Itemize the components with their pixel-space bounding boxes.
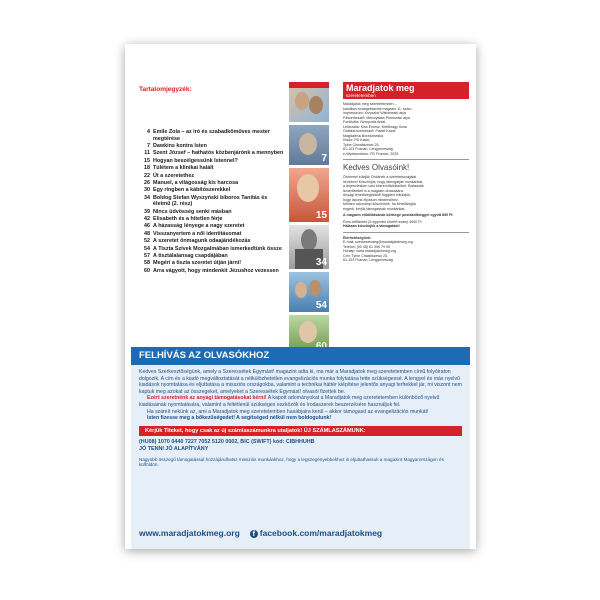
- price-note: A magazin előállításának költsége postaköltséggel együtt 850 Ft.: [343, 213, 454, 217]
- contact-title: Elérhetőségünk:: [343, 235, 372, 240]
- facebook-link-text: facebook.com/maradjatokmeg: [259, 528, 383, 538]
- imprint-line: Magdalena Borzdzewska: [343, 133, 384, 138]
- toc-entry-title: Túlétem a klinikai halált: [153, 165, 214, 172]
- toc-entry[interactable]: [137, 165, 285, 172]
- toc-page-number: 57: [144, 253, 150, 260]
- greeting-line: hogy lapunk eljusson mindenkihez.: [343, 197, 399, 202]
- imprint-line: Lektorálta: Kiss Ernesz, Kettőnagy Ilona: [343, 124, 407, 129]
- contact-line: 61-103 Poznań, Lengyelország: [343, 258, 393, 262]
- imprint-line: Impresszum: Krzysztof Wiśniewski atya: [343, 111, 406, 115]
- logo-title: Maradjatok meg: [346, 83, 415, 93]
- facebook-link[interactable]: [250, 528, 382, 538]
- toc-entry[interactable]: [137, 260, 285, 267]
- toc-page-number: 58: [144, 260, 150, 267]
- photo-page-34: [289, 225, 329, 269]
- toc-page-number: 42: [144, 216, 150, 223]
- toc-entry-title: A tisztálalansag csapdájában: [153, 253, 228, 260]
- divider: [343, 159, 469, 160]
- thanks-note: Hálásan köszönjük a támogatást!: [343, 224, 400, 228]
- toc-page-number: 22: [144, 172, 150, 179]
- toc-page-number: 34: [144, 194, 150, 201]
- toc-entry-title: A házasság lényege a nagy szeretet: [153, 223, 245, 230]
- toc-page-number: 26: [144, 179, 150, 186]
- toc-entry[interactable]: [137, 195, 285, 208]
- table-of-contents: [137, 129, 285, 275]
- greeting-line: ismerőseiket is a magazin olvasására.: [343, 188, 404, 193]
- toc-entry[interactable]: [137, 231, 285, 238]
- imprint-line: Kiadó: PD Kiadó,: [343, 138, 371, 142]
- greeting-line: Örömmel küldjük Önöknek a szeretetszolgálat: [343, 175, 417, 179]
- photo-page-number: 54: [315, 300, 327, 311]
- greeting-line: nevében! Köszönjük, hogy támogatják munkánkat,: [343, 179, 424, 184]
- appeal-blessing: Isten fizesse meg a bőkezűségedet! A segítséged nélkül nem boldogulunk!: [147, 415, 332, 422]
- contact-block: [343, 240, 469, 263]
- magazine-page: [125, 44, 476, 549]
- greeting-line: engedi, kérjük támogassák munkánkat.: [343, 206, 406, 211]
- appeal-paragraph-2: [139, 395, 462, 408]
- contact-line: Telefon: (00 48) 61 306 79 90: [343, 244, 390, 249]
- cover-thumbnail: [289, 82, 329, 122]
- reader-appeal-banner: [131, 347, 470, 549]
- photo-page-number: 15: [315, 210, 327, 221]
- toc-entry[interactable]: [137, 187, 285, 194]
- banner-heading: FELHÍVÁS AZ OLVASÓKHOZ: [131, 347, 470, 365]
- toc-entry-title: Hogyan beszélgessünk Istennel?: [153, 157, 238, 164]
- imprint-line: Maradjatok meg szeretetemben –: [343, 102, 397, 106]
- footer-links: [139, 528, 382, 538]
- toc-entry[interactable]: [137, 129, 285, 142]
- imprint-lines: [343, 102, 469, 156]
- imprint-line: Főszerkesztő: Mieczysław Piotrowski atya: [343, 115, 410, 120]
- facebook-icon: f: [250, 530, 258, 538]
- imprint-column: [343, 82, 469, 263]
- toc-entry[interactable]: [137, 216, 285, 223]
- toc-entry-title: A Tiszta Szívek Mozgalmában ismerkedtünk össze: [153, 245, 282, 252]
- toc-entry[interactable]: [137, 180, 285, 187]
- toc-entry-title: Elisabeth és a hitetlen férje: [153, 216, 223, 223]
- toc-page-number: 11: [144, 150, 150, 157]
- toc-entry[interactable]: [137, 223, 285, 230]
- toc-page-number: 15: [144, 157, 150, 164]
- toc-entry-title: Emile Zola – az író és szabadkőműves mester megtérése: [153, 129, 270, 142]
- toc-entry[interactable]: [137, 150, 285, 157]
- toc-page-number: 48: [144, 230, 150, 237]
- greeting-body: [343, 175, 469, 211]
- toc-page-number: 4: [147, 129, 150, 135]
- toc-page-number: 52: [144, 238, 150, 245]
- toc-entry-title: Szent József – hathatós közbenjárónk a mennyben: [153, 150, 284, 157]
- banner-body: [131, 365, 470, 472]
- toc-entry-title: Dawkins kontra Isten: [153, 142, 207, 149]
- contact-line: Cím: Tylne Chwaliszewo 25,: [343, 253, 389, 258]
- appeal-request: Ezért szeretnénk az anyagi támogatásokat kérni!: [147, 395, 267, 402]
- account-holder-name: JÓ TENNI JÓ ALAPÍTVÁNY: [139, 445, 209, 452]
- imprint-line: Grafikai szerkesztő: Paweł Kozar: [343, 129, 396, 133]
- toc-page-number: 60: [144, 267, 150, 274]
- toc-entry-title: Boldog Stefan Wyszyński bíboros Tanítás és életmű (2. rész): [153, 194, 268, 208]
- thumbnail-column: [289, 82, 329, 356]
- toc-page-number: 39: [144, 208, 150, 215]
- new-account-callout: Kérjük Titeket, hogy csak az új számlaszámunkra utaljatok! ÚJ SZÁMLASZÁMUNK:: [139, 426, 462, 437]
- toc-page-number: 7: [147, 142, 150, 149]
- appeal-paragraph-3: Ha számít nekünk az, ami a Maradjatok meg szeretetemben hasábjaira kerül – akkor támogasd az evangelizációs munkát!: [147, 408, 429, 415]
- toc-entry[interactable]: [137, 253, 285, 260]
- toc-entry-title: Megéri a tiszta szeretet útján járni!: [153, 260, 242, 267]
- photo-page-number: 34: [315, 257, 327, 268]
- toc-entry-title: Egy ringben a kábítószerekkel: [153, 187, 231, 194]
- toc-entry-title: Út a szeretethez: [153, 172, 195, 179]
- toc-page-number: 46: [144, 223, 150, 230]
- imprint-line: Fordította: Nemporta Antal: [343, 120, 386, 124]
- logo-subtitle: szeretetemben: [346, 93, 376, 98]
- bank-account-number: (HU08) 1070 0440 7227 7052 5120 0002, BIC (SWIFT) kód: CIBHHUHB: [139, 439, 315, 446]
- toc-entry[interactable]: [137, 173, 285, 180]
- magazine-logo: [343, 82, 469, 99]
- toc-entry-title: Arra vágyott, hogy mindenkit Jézushoz vezessen: [153, 267, 279, 274]
- toc-entry-title: A szeretet önmagunk odaajándékozás: [153, 238, 251, 245]
- greeting-line: a terjesztésben való közreműködésüket. Bíztassák: [343, 184, 424, 188]
- imprint-line: 61-103 Poznań, Lengyelország: [343, 147, 393, 151]
- toc-title: Tartalomjegyzék:: [139, 86, 192, 93]
- toc-entry[interactable]: [137, 238, 285, 245]
- greeting-line: Anyagi lehetőségeinktől függően elküldjük,: [343, 193, 411, 197]
- imprint-line: Tylne Chwaliszewo 25,: [343, 142, 380, 147]
- toc-entry[interactable]: [137, 268, 285, 275]
- support-note: Nagyobb összegű támogatással hozzájárulhatsz missziós munkánkhoz, hogy a legszegényebbekhez is eljuttathassuk a magazint Magyarországon és külföldön.: [139, 456, 444, 468]
- toc-entry-title: Visszanyertem a női identitásomat: [153, 230, 242, 237]
- photo-page-54: [289, 272, 329, 312]
- greeting: Kedves Olvasóink!: [343, 163, 410, 172]
- appeal-paragraph-1: Kedves Szerkesztőségünk, amely a Szeressétek Egymást! magazint adta ki, ma már a Maradjatok meg szeretetemben című folyóiraton dolgozik. A cím és a kiadó megváltoztatását a nélkülözhetetlen evangelizációs munka folytatása tette szükségessé. A lengyel és más nyelvű kiadások nyomtatása és eljuttatása a missziós országokba, valamint a technikai háttér kiépítése jelentős anyagi terhekkel jár, mi viszont nem kaptuk meg azokat az összegeket, amelyeket a Szeressétek Egymást! olvasói fizettek be.: [139, 369, 462, 395]
- subscription-note: Éves előfizetés (5 egymást követő szám) 4000 Ft.: [343, 219, 423, 224]
- photo-page-15: [289, 168, 329, 222]
- imprint-line: e-Wydawnictwo: PD Poznań, 2025: [343, 151, 399, 156]
- contact-line: Honlap: www.maradjatokmeg.org: [343, 249, 396, 253]
- contact-line: E-mail: szerkesztoseg@maradjatokmeg.org: [343, 240, 413, 244]
- toc-entry-title: Manuel, a világosság kis harcosa: [153, 179, 239, 186]
- greeting-line: Minden adományt köszönünk, ha lehetőségük: [343, 202, 417, 206]
- toc-page-number: 18: [144, 165, 150, 172]
- divider: [343, 232, 469, 233]
- toc-entry[interactable]: [137, 143, 285, 150]
- imprint-line: katolikus evangelizációs magazin 11. szám: [343, 106, 412, 111]
- website-link[interactable]: www.maradjatokmeg.org: [139, 528, 240, 538]
- toc-entry[interactable]: [137, 158, 285, 165]
- toc-page-number: 30: [144, 187, 150, 194]
- toc-entry[interactable]: [137, 246, 285, 253]
- toc-entry-title: Nincs üdvösség senki másban: [153, 208, 232, 215]
- photo-page-number: 7: [321, 153, 327, 164]
- appeal-paragraph-2-text: A kapott adományokat a Maradjatok meg szeretetemben különböző nyelvű kiadásainak nyomtatására, valamint a feltétlenül szükséges eszközök és irodaszerek beszerzésére használjuk fel.: [139, 395, 440, 408]
- toc-entry[interactable]: [137, 209, 285, 216]
- toc-page-number: 54: [144, 245, 150, 252]
- photo-page-7: [289, 125, 329, 165]
